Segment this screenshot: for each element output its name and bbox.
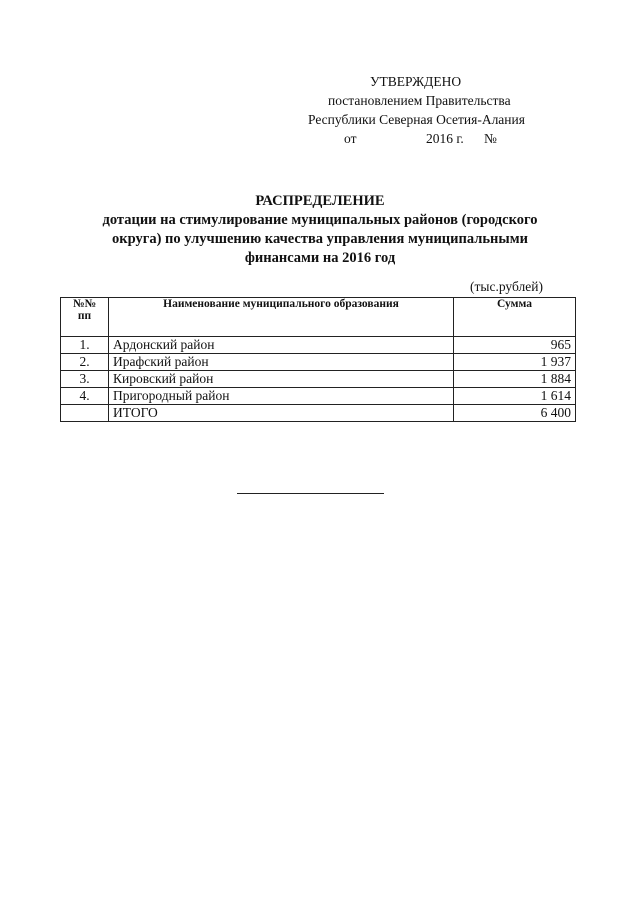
units-label: (тыс.рублей) [470,279,543,294]
header-number: №№ пп [61,298,109,337]
row-sum: 1 937 [454,354,576,371]
title-line-3: финансами на 2016 год [244,250,396,266]
date-from-label: от [344,131,357,146]
date-year: 2016 г. [426,131,464,146]
total-number [61,405,109,422]
total-sum: 6 400 [454,405,576,422]
row-number: 3. [61,371,109,388]
table-row [61,337,576,354]
total-label: ИТОГО [109,405,454,422]
table-header-row [61,298,576,337]
header-sum: Сумма [454,298,576,337]
title-line-2: округа) по улучшению качества управления муниципальными [112,231,528,247]
row-name: Ирафский район [109,354,454,371]
row-number: 1. [61,337,109,354]
approved-label: УТВЕРЖДЕНО [370,74,462,89]
header-name: Наименование муниципального образования [109,298,454,337]
row-number: 4. [61,388,109,405]
row-number: 2. [61,354,109,371]
row-name: Пригородный район [109,388,454,405]
table-total-row [61,405,576,422]
approved-republic: Республики Северная Осетия-Алания [308,112,525,127]
closing-divider [237,493,384,494]
row-name: Кировский район [109,371,454,388]
title-line-1: дотации на стимулирование муниципальных районов (городского [102,212,538,228]
document-title [60,192,580,268]
approved-date-line [300,129,570,148]
approved-by-resolution: постановлением Правительства [328,93,511,108]
table-row [61,388,576,405]
row-sum: 965 [454,337,576,354]
table-row [61,354,576,371]
title-heading: РАСПРЕДЕЛЕНИЕ [255,193,385,209]
row-name: Ардонский район [109,337,454,354]
row-sum: 1 614 [454,388,576,405]
approval-block [300,72,570,148]
table-row [61,371,576,388]
allocation-table [60,297,576,422]
number-sign: № [484,131,497,146]
row-sum: 1 884 [454,371,576,388]
